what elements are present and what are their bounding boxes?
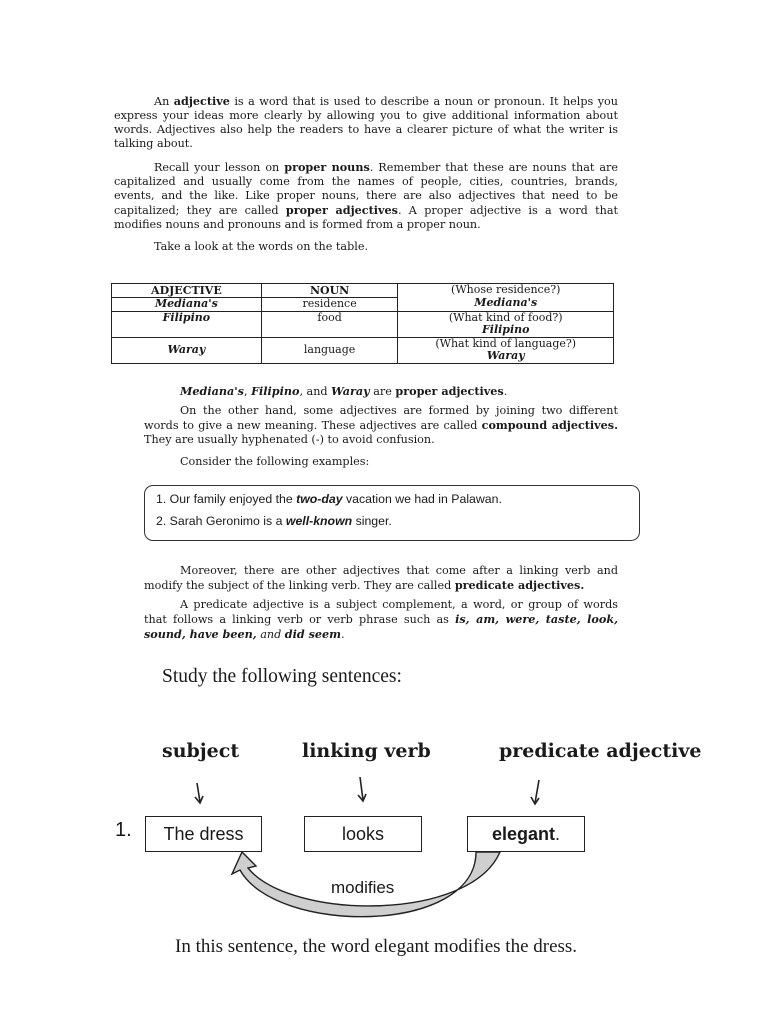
table-cell-adjective: Filipino xyxy=(112,311,262,337)
term-adjective: adjective xyxy=(173,94,230,108)
table-cell-noun: language xyxy=(261,337,398,363)
table-cell-noun: food xyxy=(261,311,398,337)
adjective-box: elegant . xyxy=(467,816,585,852)
verb-arrow-icon xyxy=(360,777,363,800)
proper-nouns-paragraph: Recall your lesson on proper nouns. Remember that these are nouns that are capitalized and usually come from the names of people, cities, countries, brands, events, and the like. Like proper nouns, there are also adjectives that need to be capitalized; they are called proper adjectives. A proper adjective is a word that modifies nouns and pronouns and is formed from a proper noun. xyxy=(114,160,619,231)
adjective-definition-paragraph: An adjective is a word that is used to describe a noun or pronoun. It helps you express your ideas more clearly by allowing you to give additional information about words. Adjectives also help the readers to have a clearer picture of what the writer is talking about. xyxy=(114,94,618,150)
table-cell-adjective: Waray xyxy=(112,337,262,363)
diagram-caption: In this sentence, the word elegant modifies the dress. xyxy=(175,936,578,957)
sentence-number: 1. xyxy=(115,819,132,841)
example-1: 1. Our family enjoyed the two-day vacation we had in Palawan. xyxy=(156,492,502,506)
table-cell-question: (Whose residence?) Mediana's xyxy=(398,284,614,312)
header-noun: NOUN xyxy=(261,284,398,298)
subject-box: The dress xyxy=(145,816,262,852)
table-cell-question: (What kind of language?) Waray xyxy=(398,337,614,363)
pointer-arrows xyxy=(195,777,539,804)
label-linking-verb: linking verb xyxy=(302,740,431,762)
term-proper-adjectives: proper adjectives xyxy=(285,203,398,217)
modifies-label: modifies xyxy=(331,878,395,897)
table-cell-noun: residence xyxy=(261,298,398,312)
table-cell-adjective: Mediana's xyxy=(112,298,262,312)
label-subject: subject xyxy=(162,740,240,762)
table-cell-question: (What kind of food?) Filipino xyxy=(398,311,614,337)
header-adjective: ADJECTIVE xyxy=(112,284,262,298)
label-predicate-adjective: predicate adjective xyxy=(499,740,702,762)
predicate-adjectives-paragraph: Moreover, there are other adjectives that come after a linking verb and modify the subject of the linking verb. They are called predicate adjectives. xyxy=(144,564,618,592)
verb-box: looks xyxy=(304,816,422,852)
study-heading: Study the following sentences: xyxy=(162,666,402,687)
predicate-definition-paragraph: A predicate adjective is a subject complement, a word, or group of words that follows a linking verb or verb phrase such as is, am, were, taste, look, sound, have been, and did seem. xyxy=(144,598,618,641)
proper-adjectives-summary: Mediana's, Filipino, and Waray are proper adjectives. xyxy=(180,384,508,398)
compound-adjectives-paragraph: On the other hand, some adjectives are formed by joining two different words to give a new meaning. These adjectives are called compound adjectives. They are usually hyphenated (-) to avoid confusion. xyxy=(144,404,618,446)
term-proper-nouns: proper nouns xyxy=(284,160,370,174)
examples-intro: Consider the following examples: xyxy=(180,455,370,468)
table-intro: Take a look at the words on the table. xyxy=(154,240,369,253)
example-2: 2. Sarah Geronimo is a well-known singer. xyxy=(156,514,392,528)
